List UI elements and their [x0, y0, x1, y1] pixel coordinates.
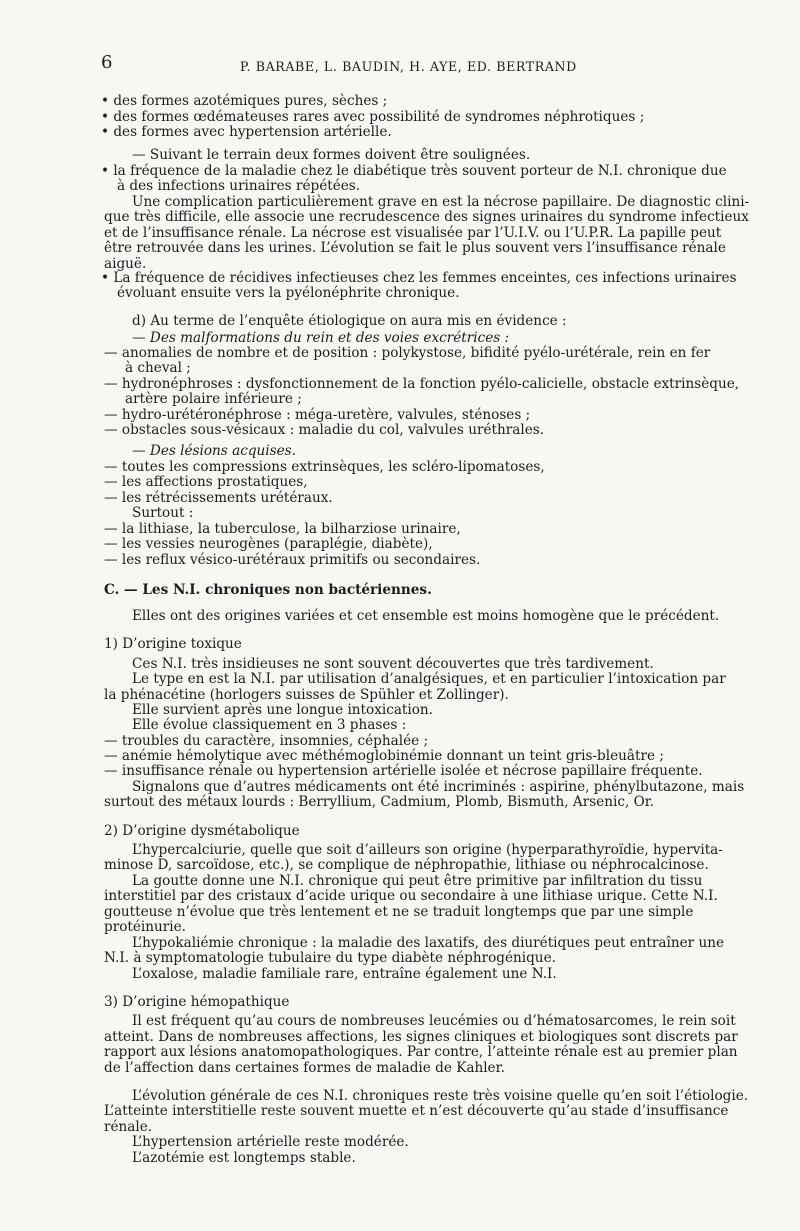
text-line: — anémie hémolytique avec méthémoglobinémie donnant un teint gris-bleuâtre ; — [104, 748, 664, 764]
text-line: — la lithiase, la tuberculose, la bilharziose urinaire, — [104, 521, 461, 537]
text-line: à des infections urinaires répétées. — [117, 178, 361, 194]
text-line: — les affections prostatiques, — [104, 474, 308, 490]
text-line: de l’affection dans certaines formes de maladie de Kahler. — [104, 1060, 505, 1076]
text-line: rapport aux lésions anatomopathologiques. Par contre, l’atteinte rénale est au premier plan — [104, 1044, 738, 1060]
text-line: L’atteinte interstitielle reste souvent muette et n’est découverte qu’au stade d’insuffisance — [104, 1103, 729, 1119]
text-line: L’azotémie est longtemps stable. — [132, 1150, 356, 1166]
text-line: évoluant ensuite vers la pyélonéphrite chronique. — [117, 285, 460, 301]
text-line: L’évolution générale de ces N.I. chroniques reste très voisine quelle qu’en soit l’étiologie. — [132, 1088, 749, 1104]
text-line: • des formes azotémiques pures, sèches ; — [101, 93, 388, 109]
text-line: protéinurie. — [104, 919, 186, 935]
text-line: 2) D’origine dysmétabolique — [104, 823, 300, 839]
text-line: Surtout : — [132, 505, 194, 521]
text-line: • des formes avec hypertension artérielle. — [101, 124, 392, 140]
text-line: — Suivant le terrain deux formes doivent être soulignées. — [132, 147, 531, 163]
text-line: • des formes œdémateuses rares avec possibilité de syndromes néphrotiques ; — [101, 109, 645, 125]
text-line: artère polaire inférieure ; — [125, 391, 302, 407]
text-line: 1) D’origine toxique — [104, 636, 242, 652]
text-line: — les rétrécissements urétéraux. — [104, 490, 333, 506]
text-line: surtout des métaux lourds : Berryllium, Cadmium, Plomb, Bismuth, Arsenic, Or. — [104, 794, 655, 810]
text-line: minose D, sarcoïdose, etc.), se complique de néphropathie, lithiase ou néphrocalcinose. — [104, 857, 709, 873]
text-line: • la fréquence de la maladie chez le diabétique très souvent porteur de N.I. chronique due — [101, 163, 727, 179]
text-line: — Des malformations du rein et des voies excrétrices : — [132, 330, 510, 346]
text-line: La goutte donne une N.I. chronique qui peut être primitive par infiltration du tissu — [132, 873, 703, 889]
text-line: — obstacles sous-vésicaux : maladie du col, valvules uréthrales. — [104, 422, 545, 438]
text-line: — hydro-urétéronéphrose : méga-uretère, valvules, sténoses ; — [104, 407, 531, 423]
text-line: à cheval ; — [125, 360, 191, 376]
text-line: et de l’insuffisance rénale. La nécrose est visualisée par l’U.I.V. ou l’U.P.R. La papille peut — [104, 225, 722, 241]
text-line: — insuffisance rénale ou hypertension artérielle isolée et nécrose papillaire fréquente. — [104, 763, 703, 779]
text-line: que très difficile, elle associe une recrudescence des signes urinaires du syndrome infectieux — [104, 209, 749, 225]
text-line: L’hypercalciurie, quelle que soit d’ailleurs son origine (hyperparathyroïdie, hypervita- — [132, 842, 723, 858]
text-line: N.I. à symptomatologie tubulaire du type diabète néphrogénique. — [104, 950, 556, 966]
text-line: interstitiel par des cristaux d’acide urique ou secondaire à une lithiase urique. Cette N.I. — [104, 888, 718, 904]
text-line: Il est fréquent qu’au cours de nombreuses leucémies ou d’hématosarcomes, le rein soit — [132, 1013, 736, 1029]
text-line: goutteuse n’évolue que très lentement et ne se traduit longtemps que par une simple — [104, 904, 694, 920]
text-line: Une complication particulièrement grave en est la nécrose papillaire. De diagnostic clini- — [132, 194, 750, 210]
page-number: 6 — [101, 52, 113, 73]
text-line: la phénacétine (horlogers suisses de Spühler et Zollinger). — [104, 687, 509, 703]
text-line: aiguë. — [104, 256, 147, 272]
text-line: L’hypokaliémie chronique : la maladie des laxatifs, des diurétiques peut entraîner une — [132, 935, 725, 951]
text-line: Le type en est la N.I. par utilisation d’analgésiques, et en particulier l’intoxication par — [132, 671, 726, 687]
text-line: L’oxalose, maladie familiale rare, entraîne également une N.I. — [132, 966, 557, 982]
text-line: — hydronéphroses : dysfonctionnement de la fonction pyélo-calicielle, obstacle extrinsèque, — [104, 376, 740, 392]
text-line: — Des lésions acquises. — [132, 443, 296, 459]
running-header-authors: P. BARABE, L. BAUDIN, H. AYE, ED. BERTRAND — [240, 59, 577, 74]
text-line: Elle évolue classiquement en 3 phases : — [132, 717, 407, 733]
text-line: rénale. — [104, 1119, 153, 1135]
text-line: C. — Les N.I. chroniques non bactériennes. — [104, 582, 432, 598]
text-line: — anomalies de nombre et de position : polykystose, bifidité pyélo-urétérale, rein en fer — [104, 345, 711, 361]
text-line: Ces N.I. très insidieuses ne sont souvent découvertes que très tardivement. — [132, 656, 654, 672]
text-line: — les vessies neurogènes (paraplégie, diabète), — [104, 536, 433, 552]
text-line: Signalons que d’autres médicaments ont été incriminés : aspirine, phénylbutazone, mais — [132, 779, 745, 795]
text-line: — toutes les compressions extrinsèques, les scléro-lipomatoses, — [104, 459, 545, 475]
text-line: L’hypertension artérielle reste modérée. — [132, 1134, 409, 1150]
text-line: atteint. Dans de nombreuses affections, les signes cliniques et biologiques sont discrets par — [104, 1029, 738, 1045]
text-line: Elle survient après une longue intoxication. — [132, 702, 434, 718]
text-line: • La fréquence de récidives infectieuses chez les femmes enceintes, ces infections urinaires — [101, 270, 737, 286]
text-line: — troubles du caractère, insomnies, céphalée ; — [104, 733, 429, 749]
text-line: 3) D’origine hémopathique — [104, 994, 290, 1010]
text-line: Elles ont des origines variées et cet ensemble est moins homogène que le précédent. — [132, 608, 720, 624]
text-line: d) Au terme de l’enquête étiologique on aura mis en évidence : — [132, 313, 567, 329]
text-line: — les reflux vésico-urétéraux primitifs ou secondaires. — [104, 552, 481, 568]
text-line: être retrouvée dans les urines. L’évolution se fait le plus souvent vers l’insuffisance rénale — [104, 240, 726, 256]
